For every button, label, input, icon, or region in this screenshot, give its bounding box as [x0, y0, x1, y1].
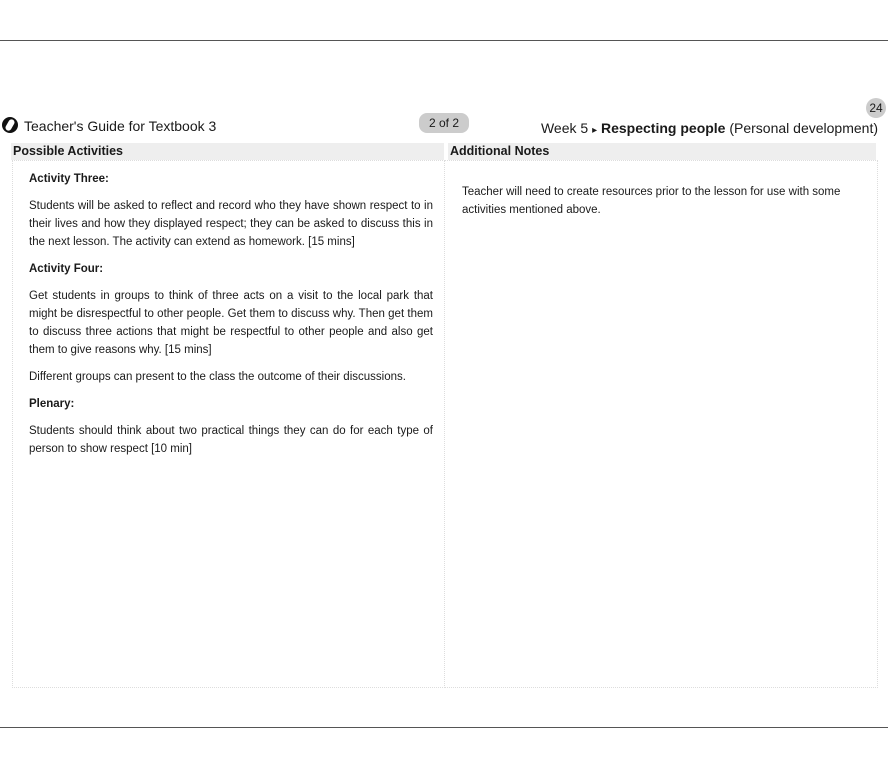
- week-label: Week 5: [540, 120, 589, 136]
- page-number: 24: [866, 98, 886, 118]
- possible-activities-heading: Possible Activities: [11, 143, 444, 160]
- activity-three-title: Activity Three:: [29, 173, 109, 185]
- activity-four-text-2: Different groups can present to the class the outcome of their discussions.: [29, 371, 406, 383]
- lesson-heading: [541, 120, 878, 136]
- notes-text: Teacher will need to create resources prior to the lesson for use with some activities mentioned above.: [462, 186, 841, 216]
- notes-box: [444, 160, 878, 688]
- activity-four-title: Activity Four:: [29, 263, 104, 275]
- plenary-title: Plenary:: [29, 398, 75, 410]
- page-count-badge: 2 of 2: [419, 113, 469, 133]
- plenary-text: Students should think about two practical things they can do for each type of person to show respect [10 min]: [29, 425, 433, 455]
- topic: Respecting people: [601, 120, 726, 136]
- subtitle: (Personal development): [729, 120, 878, 136]
- logo-icon: [2, 117, 18, 133]
- top-rule: [0, 40, 888, 41]
- notes-content: [462, 183, 852, 228]
- arrow-icon: ▸: [592, 125, 598, 136]
- activity-four-text: Get students in groups to think of three acts on a visit to the local park that might be disrespectful to other people. Get them to discuss why. Then get them to discuss three actions that might be respectful to other people and also get them to give reasons why. [15 mins]: [29, 290, 433, 356]
- additional-notes-heading: Additional Notes: [448, 143, 876, 160]
- guide-title: Teacher's Guide for Textbook 3: [24, 118, 217, 134]
- activity-three-text: Students will be asked to reflect and record who they have shown respect to in their lives and how they displayed respect; they can be asked to discuss this in the next lesson. The activity can extend as homework. [15 mins]: [29, 200, 433, 248]
- activities-content: [29, 170, 433, 467]
- bottom-rule: [0, 727, 888, 728]
